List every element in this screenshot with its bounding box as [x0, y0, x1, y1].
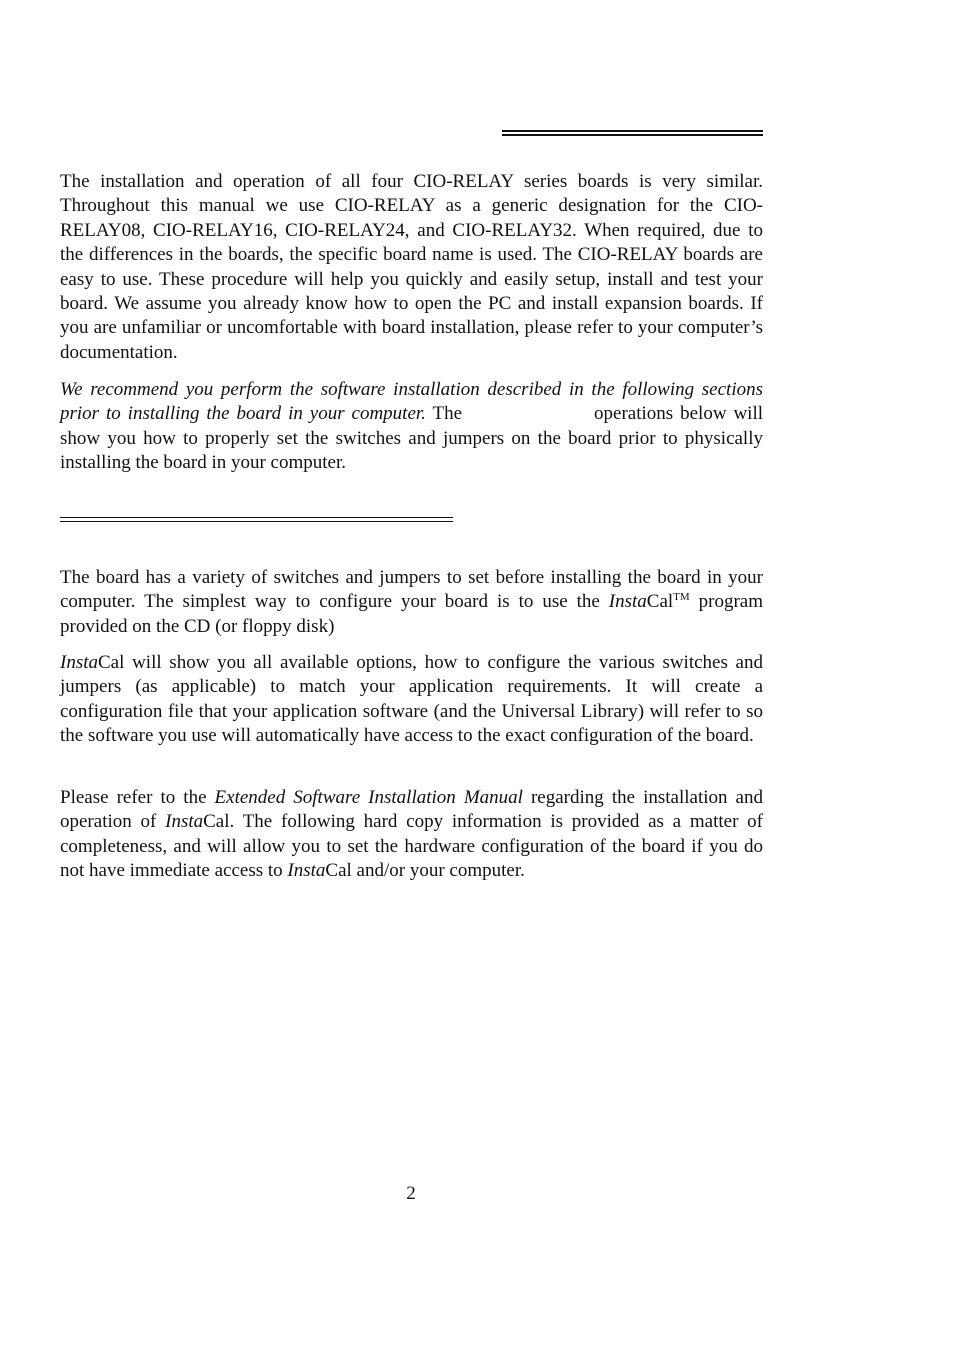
intro-paragraph [60, 170, 763, 365]
instacal-options-text: will show you all available options, how to configure the various switches and jumpers (as applicable) to match your application requirements. It will create a configuration file that your application software (and the Universal Library) will refer to so the software you use will automatically have access to the exact configuration of the board. [60, 652, 763, 747]
intro-text: The installation and operation of all four CIO-RELAY series boards is very similar. Throughout this manual we use CIO-RELAY as a generic designation for the CIO-RELAY08, CIO-RELAY16, CIO-RELAY24, and CIO-RELAY32. When required, due to the differences in the boards, the specific board name is used. The CIO-RELAY boards are easy to use. These procedure will help you quickly and easily setup, install and test your board. We assume you already know how to open the PC and install expansion boards. If you are unfamiliar or uncomfortable with board installation, please refer to your computer’s documentation. [60, 171, 763, 363]
instacal-insta: Insta [165, 811, 204, 833]
configuration-paragraph [60, 566, 763, 639]
manual-title: Extended Software Installation Manual [214, 787, 523, 808]
instacal-insta: Insta [287, 860, 326, 882]
manual-reference-paragraph [60, 786, 763, 884]
section-heading-rule-bottom [60, 517, 453, 522]
trademark-symbol: TM [673, 591, 690, 604]
manual-reference-end: and/or your computer. [351, 860, 525, 882]
instacal-cal: Cal [325, 860, 352, 882]
recommendation-rest-text: operations below will show you how to properly set the switches and jumpers on the board prior to physically installing the board in your computer. [60, 403, 764, 474]
configuration-program-text: program provided on the CD (or floppy disk) [60, 591, 764, 637]
page-number: 2 [406, 1183, 416, 1204]
instacal-insta: Insta [608, 591, 647, 613]
instacal-cal: Cal [203, 811, 230, 833]
recommendation-paragraph [60, 378, 763, 476]
recommendation-italic-text: We recommend you perform the software installation described in the following sections prior to installing the board in your computer. [60, 379, 763, 425]
section-heading-rule-top [502, 130, 763, 136]
configuration-text: The board has a variety of switches and jumpers to set before installing the board in your computer. The simplest way to configure your board is to use the [60, 567, 763, 613]
instacal-cal: Cal [98, 652, 125, 673]
manual-reference-body: . The following hard copy information is provided as a matter of completeness, and will allow you to set the hardware configuration of the board if you do not have immediate access to [60, 811, 764, 882]
instacal-insta: Insta [60, 652, 98, 673]
recommendation-the: The [432, 403, 463, 425]
manual-reference-intro: Please refer to the [60, 787, 215, 808]
instacal-cal: Cal [646, 591, 674, 613]
instacal-options-paragraph [60, 651, 763, 749]
manual-reference-middle: regarding the installation and operation of [60, 787, 763, 833]
